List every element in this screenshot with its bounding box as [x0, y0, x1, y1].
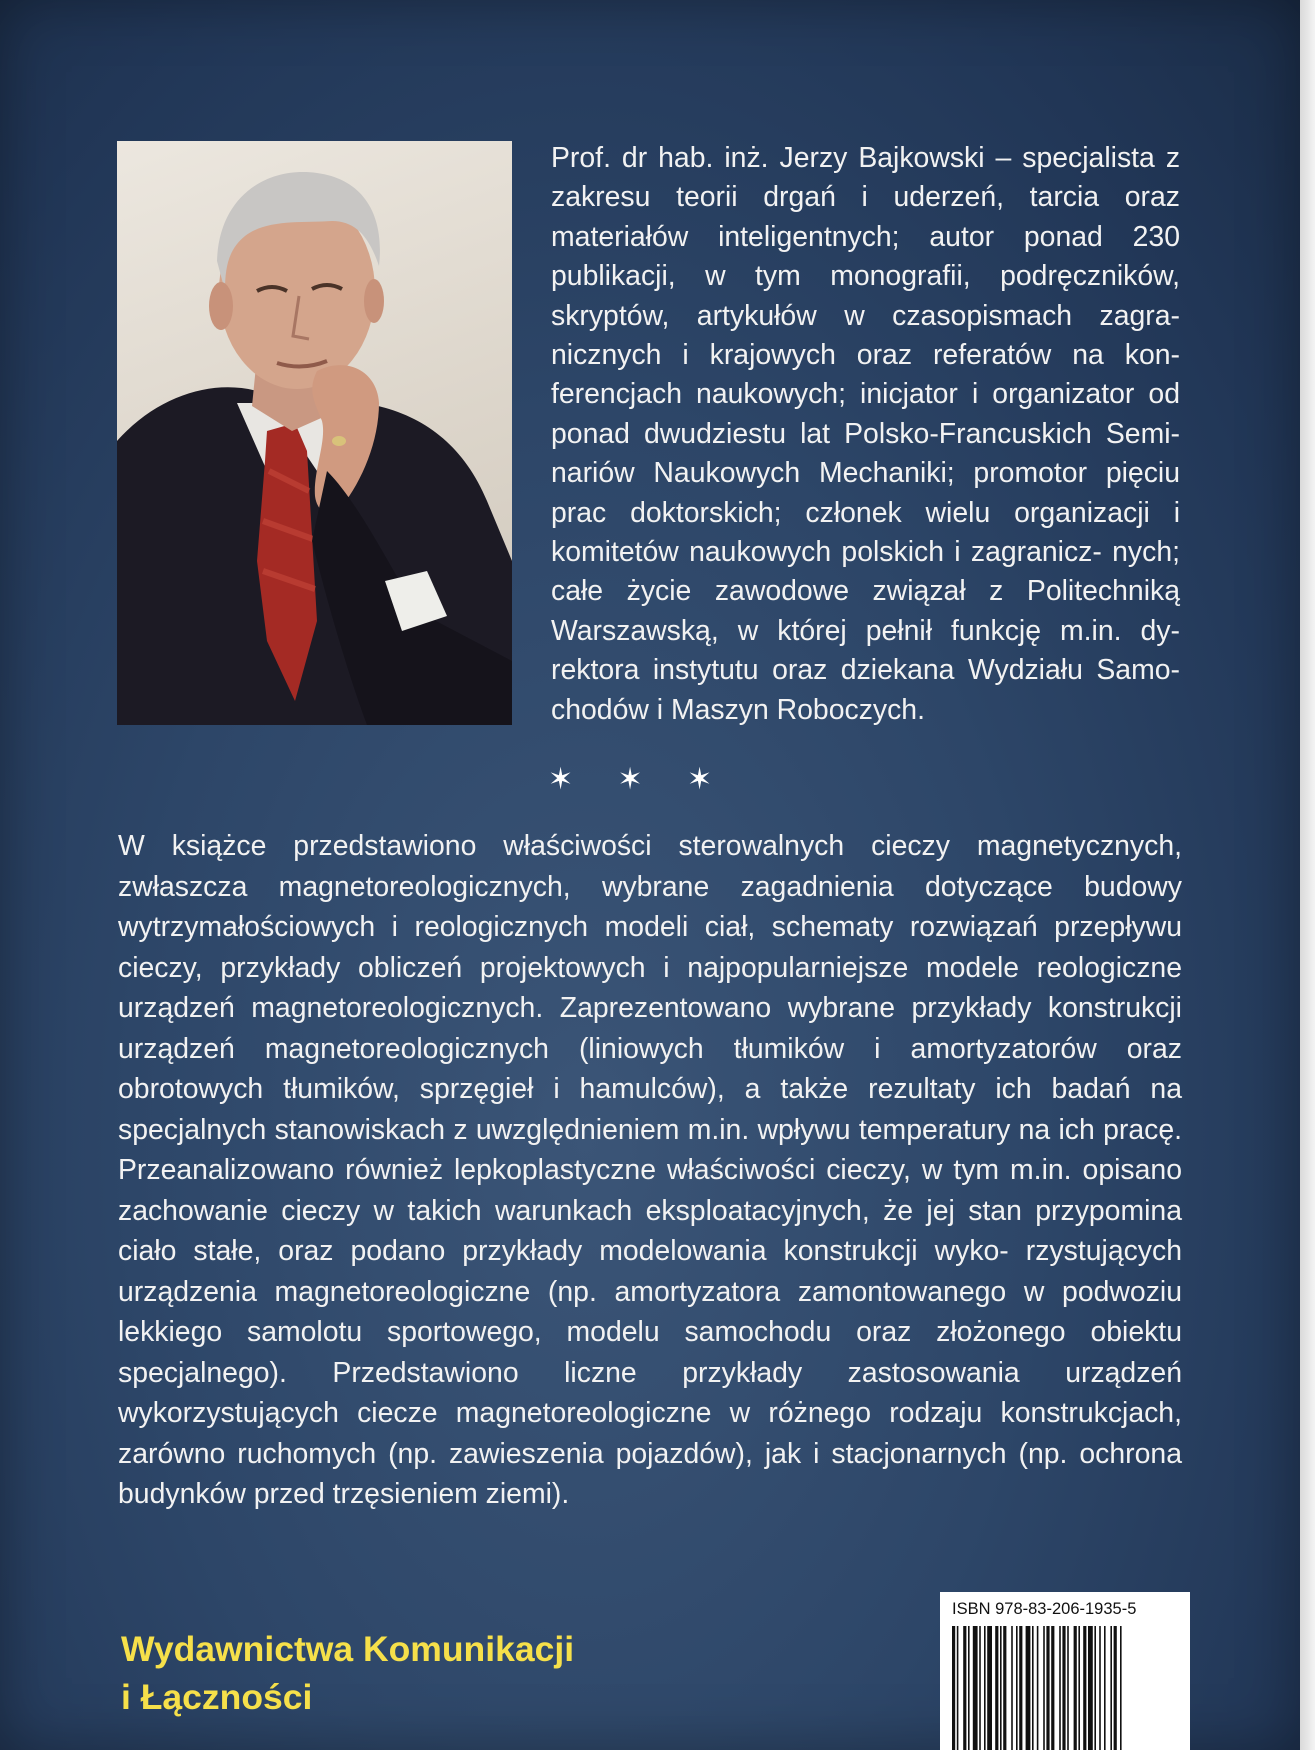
barcode-icon [952, 1626, 1178, 1750]
publisher-name [121, 1625, 574, 1721]
description-line: rzystujących urządzenia magnetoreologiczne (np. amortyzatora zamontowanego [118, 1235, 1182, 1308]
barcode-bar [1019, 1626, 1022, 1750]
bio-line: nicznych i krajowych oraz referatów na kon- [551, 339, 1180, 372]
description-last-line: budynków przed trzęsieniem ziemi). [118, 1478, 570, 1510]
page-edge [1300, 0, 1315, 1750]
barcode-bar [1110, 1626, 1112, 1750]
barcode-bar [1083, 1626, 1086, 1750]
author-portrait-illustration [117, 141, 512, 725]
bio-line: Warszawską, w której pełnił funkcję m.in. dy- [551, 614, 1180, 647]
barcode-bar [984, 1626, 986, 1750]
description-line: urządzeń magnetoreologicznych. Zaprezentowano wybrane przykłady konstrukcji [118, 992, 1182, 1024]
bio-line: z zakresu teorii drgań i uderzeń, tarcia oraz [551, 142, 1181, 214]
bio-line: skryptów, artykułów w czasopismach zagra- [551, 299, 1180, 332]
barcode-bar [1043, 1626, 1045, 1750]
description-line: urządzeń magnetoreologicznych (liniowych tłumików i amortyzatorów oraz [118, 1032, 1182, 1065]
description-line: obrotowych tłumików, sprzęgieł i hamulców), a także rezultaty ich badań na [118, 1073, 1182, 1105]
description-line: W książce przedstawiono właściwości sterowalnych cieczy magnetycznych, [118, 830, 1182, 862]
barcode-bar [1078, 1626, 1080, 1750]
description-line: wytrzymałościowych i reologicznych modeli ciał, schematy rozwiązań przepływu [118, 911, 1182, 943]
description-line: specjalnych stanowiskach z uwzględnieniem m.in. wpływu temperatury na ich [118, 1113, 1095, 1146]
barcode-bar [1104, 1626, 1106, 1750]
barcode-bar [1088, 1626, 1093, 1750]
bio-line: ponad dwudziestu lat Polsko-Francuskich Semi- [551, 417, 1180, 450]
author-bio [551, 139, 1180, 691]
barcode-bar [1016, 1626, 1018, 1750]
description-line: zarówno ruchomych (np. zawieszenia pojazdów), jak i stacjonarnych (np. ochrona [118, 1437, 1182, 1470]
description-line: w podwoziu lekkiego samolotu sportowego, modelu samochodu oraz złożonego [118, 1275, 1182, 1348]
barcode-bar [963, 1626, 966, 1750]
barcode-bar [1120, 1626, 1122, 1750]
isbn-barcode-box [940, 1592, 1190, 1750]
barcode-bar [1046, 1626, 1049, 1750]
bio-last-line: chodów i Maszyn Roboczych. [551, 694, 925, 726]
description-line: przypomina ciało stałe, oraz podano przykłady modelowania konstrukcji wyko- [118, 1194, 1182, 1267]
bio-line: materiałów inteligentnych; autor ponad 230 [551, 220, 1180, 253]
publisher-line-2: i Łączności [121, 1677, 313, 1717]
description-line: zwłaszcza magnetoreologicznych, wybrane zagadnienia dotyczące budowy [118, 870, 1182, 903]
description-line: pracę. Przeanalizowano również lepkoplastyczne właściwości cieczy, w tym m.in. [118, 1113, 1182, 1186]
barcode-bar [1099, 1626, 1101, 1750]
bio-line: rektora instytutu oraz dziekana Wydziału Samo- [551, 654, 1180, 687]
barcode-bar [957, 1626, 959, 1750]
barcode-bar [1026, 1626, 1031, 1750]
author-photo [117, 141, 512, 725]
description-line: cieczy, przykłady obliczeń projektowych i najpopularniejsze modele reologiczne [118, 951, 1182, 984]
barcode-bar [995, 1626, 998, 1750]
barcode-bar [1000, 1626, 1002, 1750]
bio-line: ferencjach naukowych; inicjator i organizator od [551, 378, 1180, 411]
bio-line: nariów Naukowych Mechaniki; promotor pięciu [551, 457, 1180, 490]
barcode-bar [1011, 1626, 1013, 1750]
barcode-bar [1003, 1626, 1006, 1750]
barcode-bar [968, 1626, 970, 1750]
barcode-bar [1037, 1626, 1039, 1750]
barcode-bar [1067, 1626, 1069, 1750]
barcode-bar [1074, 1626, 1077, 1750]
barcode-bar [1032, 1626, 1034, 1750]
barcode-bar [952, 1626, 955, 1750]
barcode-bar [979, 1626, 981, 1750]
barcode-bar [987, 1626, 992, 1750]
publisher-line-1: Wydawnictwa Komunikacji [121, 1629, 575, 1669]
book-description [118, 826, 1182, 1474]
bio-line: nych; całe życie zawodowe związał z Politechniką [551, 536, 1180, 608]
description-line: opisano zachowanie cieczy w takich warunkach eksploatacyjnych, że jej stan [118, 1154, 1182, 1227]
isbn-label: ISBN 978-83-206-1935-5 [952, 1600, 1137, 1618]
barcode-bar [1094, 1626, 1096, 1750]
bio-line: Prof. dr hab. inż. Jerzy Bajkowski – specjalista [551, 142, 1155, 174]
barcode-bar [1114, 1626, 1117, 1750]
description-line: obiektu specjalnego). Przedstawiono liczne przykłady zastosowania urządzeń [118, 1316, 1182, 1389]
bio-line: publikacji, w tym monografii, podręczników, [551, 260, 1180, 293]
barcode-bar [1062, 1626, 1065, 1750]
barcode-bar [973, 1626, 978, 1750]
bio-line: i komitetów naukowych polskich i zagranicz- [551, 496, 1181, 569]
barcode-bar [1059, 1626, 1061, 1750]
barcode-bar [1051, 1626, 1054, 1750]
description-line: wykorzystujących ciecze magnetoreologiczne w różnego rodzaju konstrukcjach, [118, 1397, 1182, 1429]
bio-line: prac doktorskich; członek wielu organizacji [551, 496, 1150, 529]
section-separator: ✶ ✶ ✶ [548, 763, 731, 796]
